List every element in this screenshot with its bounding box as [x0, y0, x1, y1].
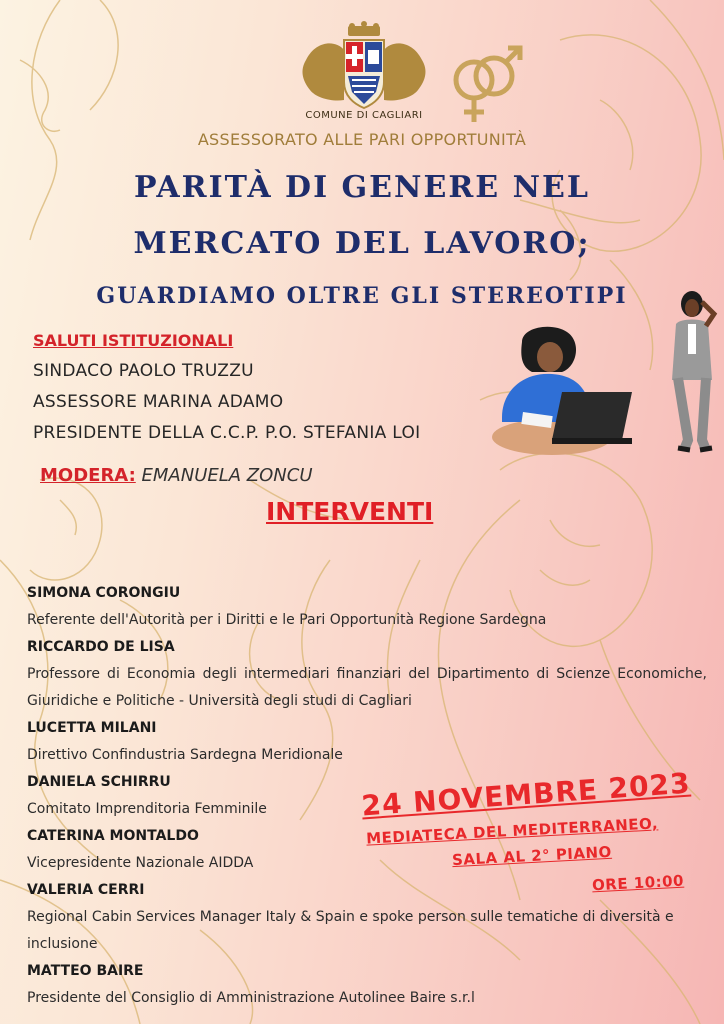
- interventi-heading: INTERVENTI: [266, 497, 434, 526]
- speaker-role: Regional Cabin Services Manager Italy & Spain e spoke person sulle tematiche di diversità e inclusione: [27, 909, 674, 952]
- speaker-name: DANIELA SCHIRRU: [27, 774, 171, 790]
- speaker-role: Professore di Economia degli intermediari finanziari del Dipartimento di Scienze Economiche, Giuridiche e Politiche - Università degli studi di Cagliari: [27, 666, 707, 709]
- subtitle: GUARDIAMO OLTRE GLI STEREOTIPI: [96, 283, 628, 309]
- event-date: 24 NOVEMBRE 2023: [360, 766, 692, 823]
- speaker-role: Referente dell'Autorità per i Diritti e le Pari Opportunità Regione Sardegna: [27, 612, 547, 628]
- speaker-role: Direttivo Confindustria Sardegna Meridionale: [27, 747, 343, 763]
- saluti-heading: SALUTI ISTITUZIONALI: [33, 331, 234, 350]
- saluti-line: PRESIDENTE DELLA C.C.P. P.O. STEFANIA LOI: [33, 423, 421, 443]
- logo-caption: COMUNE DI CAGLIARI: [305, 110, 423, 121]
- speaker-name: RICCARDO DE LISA: [27, 639, 175, 655]
- speaker-name: CATERINA MONTALDO: [27, 828, 199, 844]
- moderator: [40, 465, 313, 486]
- moderator-label: MODERA:: [40, 465, 136, 486]
- speaker-role: Vicepresidente Nazionale AIDDA: [27, 855, 254, 871]
- coat-of-arms-icon: [296, 20, 432, 116]
- saluti-line: SINDACO PAOLO TRUZZU: [33, 361, 254, 381]
- saluti-line: ASSESSORE MARINA ADAMO: [33, 392, 284, 412]
- event-venue-line-2: SALA AL 2° PIANO: [451, 842, 613, 870]
- speaker-name: VALERIA CERRI: [27, 882, 145, 898]
- gender-equality-icon: [442, 40, 532, 130]
- department-title: ASSESSORATO ALLE PARI OPPORTUNITÀ: [197, 130, 527, 149]
- title-line-1: PARITÀ DI GENERE NEL: [134, 170, 590, 205]
- moderator-name: EMANUELA ZONCU: [141, 465, 313, 486]
- speaker-name: SIMONA CORONGIU: [27, 585, 181, 601]
- speaker-name: LUCETTA MILANI: [27, 720, 157, 736]
- comune-di-cagliari-logo: [296, 20, 432, 132]
- woman-on-phone-illustration: [662, 290, 718, 460]
- speaker-name: MATTEO BAIRE: [27, 963, 144, 979]
- woman-at-laptop-illustration: [482, 322, 642, 462]
- speaker-role: Presidente del Consiglio di Amministrazione Autolinee Baire s.r.l: [27, 990, 475, 1006]
- title-line-2: MERCATO DEL LAVORO;: [133, 226, 591, 261]
- event-venue-line-1: MEDIATECA DEL MEDITERRANEO,: [365, 814, 659, 848]
- speaker-role: Comitato Imprenditoria Femminile: [27, 801, 267, 817]
- event-time: ORE 10:00: [591, 871, 685, 895]
